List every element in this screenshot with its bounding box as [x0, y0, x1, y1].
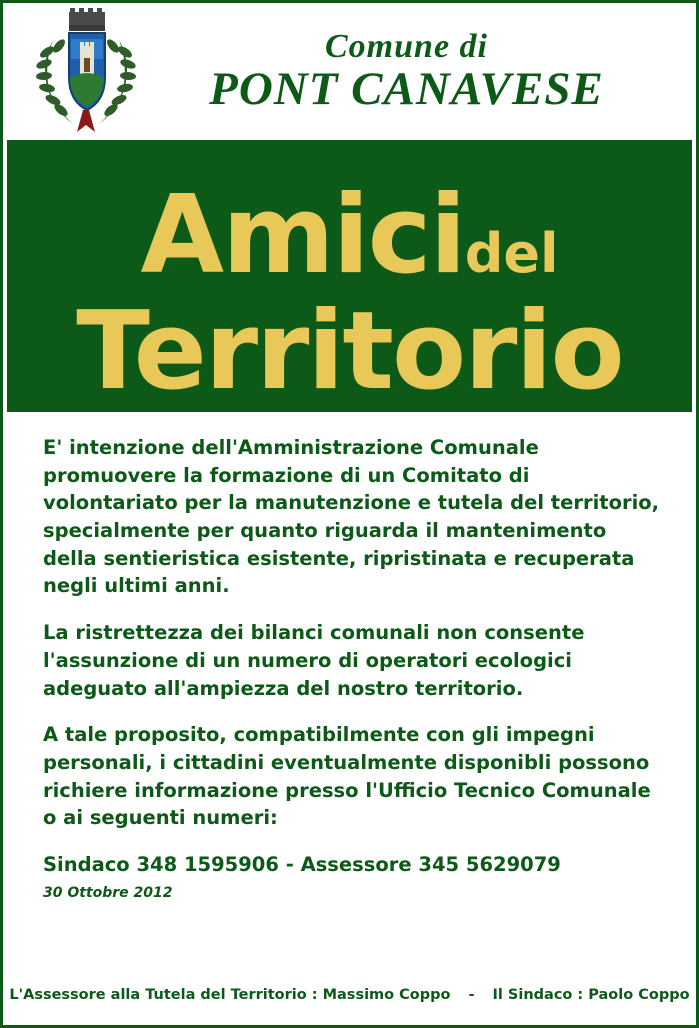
poster-date: 30 Ottobre 2012 [43, 884, 173, 901]
banner-title-main: Amici [140, 173, 465, 298]
paragraph-budget: La ristrettezza dei bilanci comunali non consente l'assunzione di un numero di operatori ecologici adeguato all'ampiezza del nostro territorio. [43, 621, 585, 700]
banner-line-one [7, 173, 692, 298]
paragraph-intent: E' intenzione dell'Amministrazione Comunale promuovere la formazione di un Comitato di volontariato per la manutenzione e tutela del territorio, specialmente per quanto riguarda il mantenimento della sentieristica esistente, ripristinata e recuperata negli ultimi anni. [43, 436, 660, 598]
header-titles [147, 29, 696, 114]
contact-numbers: Sindaco 348 1595906 - Assessore 345 5629079 [43, 852, 561, 876]
signature-row [3, 987, 696, 1003]
signature-separator: - [468, 987, 475, 1003]
signature-sindaco: Il Sindaco : Paolo Coppo [492, 987, 690, 1003]
poster-body [3, 412, 696, 879]
banner-title-second: Territorio [76, 289, 623, 412]
paragraph-contact-info: A tale proposito, compatibilmente con gli impegni personali, i cittadini eventualmente disponibli possono richiere informazione presso l'Ufficio Tecnico Comunale o ai seguenti numeri: [43, 723, 651, 830]
title-banner [7, 140, 692, 412]
coat-of-arms-icon [25, 6, 147, 138]
town-name: PONT CANAVESE [209, 62, 604, 115]
banner-title-suffix: del [464, 222, 559, 285]
poster-header [3, 3, 696, 140]
banner-line-two [7, 289, 692, 412]
signature-assessore: L'Assessore alla Tutela del Territorio : Massimo Coppo [9, 987, 451, 1003]
comune-label: Comune di [325, 27, 488, 65]
